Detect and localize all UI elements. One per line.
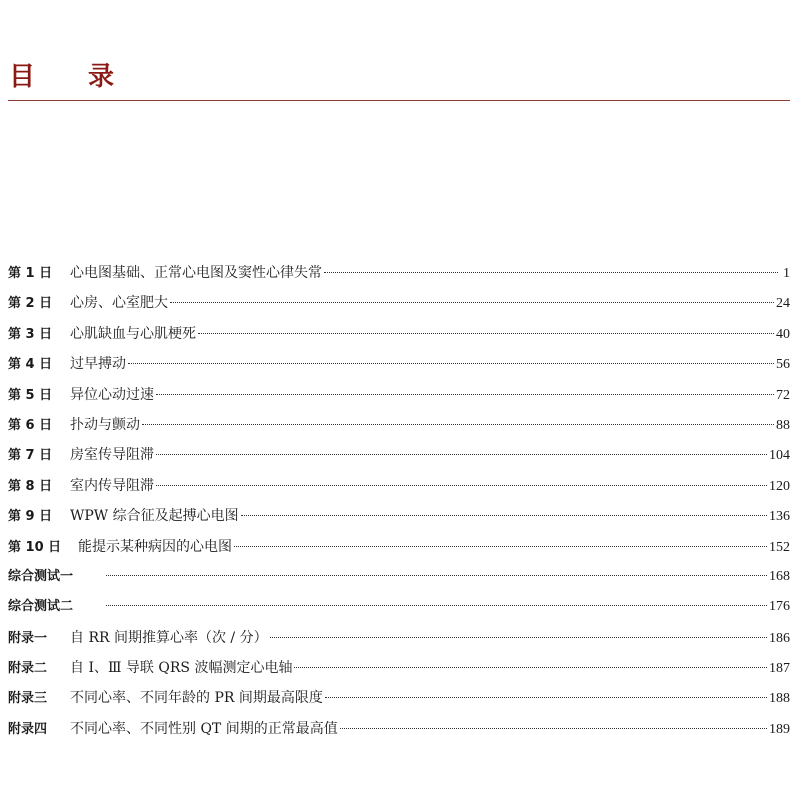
toc-entry-page: 168 [769, 568, 790, 584]
page-title: 目 录 [9, 62, 137, 92]
toc-entry-day-8[interactable] [8, 471, 790, 501]
toc-entry-number: 第 10 日 [8, 539, 62, 555]
toc-entry-day-6[interactable] [8, 410, 790, 440]
toc-entry-title: 心房、心室肥大 [70, 295, 168, 312]
toc-entry-number: 第 3 日 [8, 326, 53, 342]
dot-leader [270, 637, 767, 638]
toc-entry-page: 189 [769, 721, 790, 737]
toc-entry-day-4[interactable] [8, 349, 790, 379]
dot-leader [198, 333, 774, 334]
toc-entry-number: 第 8 日 [8, 478, 53, 494]
toc-entry-title: 心肌缺血与心肌梗死 [70, 325, 196, 342]
dot-leader [170, 302, 774, 303]
toc-entry-number: 第 9 日 [8, 509, 53, 525]
toc-entry-title: 不同心率、不同性别 QT 间期的正常最高值 [70, 720, 338, 737]
toc-entry-title: 自 Ⅰ、Ⅲ 导联 QRS 波幅测定心电轴 [70, 660, 293, 677]
table-of-contents [8, 258, 790, 744]
toc-entry-number: 第 1 日 [8, 266, 53, 281]
toc-entry-page: 187 [769, 661, 790, 677]
toc-entry-page: 136 [769, 509, 790, 525]
dot-leader [156, 454, 767, 455]
toc-entry-appendix-2[interactable] [8, 653, 790, 683]
toc-entry-number: 第 5 日 [8, 387, 53, 403]
toc-entry-title: 不同心率、不同年龄的 PR 间期最高限度 [70, 690, 323, 707]
toc-entry-number: 附录三 [8, 691, 48, 707]
dot-leader [106, 605, 767, 606]
dot-leader [106, 575, 767, 576]
toc-entry-number: 第 6 日 [8, 417, 53, 433]
dot-leader [294, 667, 767, 668]
dot-leader [156, 394, 774, 395]
dot-leader [325, 697, 767, 698]
toc-entry-test-2[interactable] [8, 592, 790, 622]
toc-entry-day-7[interactable] [8, 440, 790, 470]
toc-entry-page: 104 [769, 448, 790, 464]
toc-entry-page: 72 [776, 387, 790, 403]
toc-entry-number: 第 7 日 [8, 448, 53, 464]
toc-entry-page: 1 [783, 266, 790, 281]
toc-entry-page: 186 [769, 630, 790, 646]
toc-entry-title: 房室传导阻滞 [70, 447, 154, 464]
toc-entry-page: 188 [769, 691, 790, 707]
toc-entry-page: 176 [769, 599, 790, 615]
toc-entry-page: 56 [776, 357, 790, 373]
toc-entry-page: 152 [769, 539, 790, 555]
title-divider [8, 100, 790, 101]
dot-leader [241, 515, 767, 516]
toc-entry-number: 第 4 日 [8, 357, 53, 373]
dot-leader [142, 424, 774, 425]
toc-entry-day-3[interactable] [8, 319, 790, 349]
toc-entry-appendix-4[interactable] [8, 714, 790, 744]
toc-entry-title: 自 RR 间期推算心率（次 / 分） [70, 629, 268, 646]
toc-entry-title: 过早搏动 [70, 356, 126, 373]
toc-entry-number: 附录二 [8, 661, 48, 677]
dot-leader [324, 272, 778, 273]
toc-entry-day-10[interactable] [8, 532, 790, 562]
toc-entry-number: 第 2 日 [8, 296, 53, 312]
toc-entry-day-2[interactable] [8, 288, 790, 318]
toc-entry-page: 120 [769, 478, 790, 494]
toc-entry-title: 能提示某种病因的心电图 [78, 538, 232, 555]
toc-entry-title: 心电图基础、正常心电图及窦性心律失常 [70, 265, 322, 281]
dot-leader [340, 728, 767, 729]
toc-entry-title: 异位心动过速 [70, 386, 154, 403]
toc-entry-day-9[interactable] [8, 501, 790, 531]
toc-entry-test-1[interactable] [8, 562, 790, 592]
toc-entry-page: 40 [776, 326, 790, 342]
toc-entry-title: 室内传导阻滞 [70, 477, 154, 494]
toc-entry-number: 综合测试二 [8, 599, 74, 615]
toc-entry-appendix-1[interactable] [8, 623, 790, 653]
toc-entry-day-5[interactable] [8, 380, 790, 410]
toc-entry-appendix-3[interactable] [8, 683, 790, 713]
dot-leader [234, 546, 767, 547]
dot-leader [128, 363, 774, 364]
toc-entry-day-1[interactable] [8, 258, 790, 288]
toc-entry-page: 24 [776, 296, 790, 312]
toc-entry-title: WPW 综合征及起搏心电图 [70, 508, 239, 525]
toc-entry-number: 综合测试一 [8, 568, 74, 584]
toc-entry-title: 扑动与颤动 [70, 416, 140, 433]
dot-leader [156, 485, 767, 486]
toc-entry-page: 88 [776, 417, 790, 433]
toc-entry-number: 附录四 [8, 721, 48, 737]
toc-entry-number: 附录一 [8, 630, 48, 646]
